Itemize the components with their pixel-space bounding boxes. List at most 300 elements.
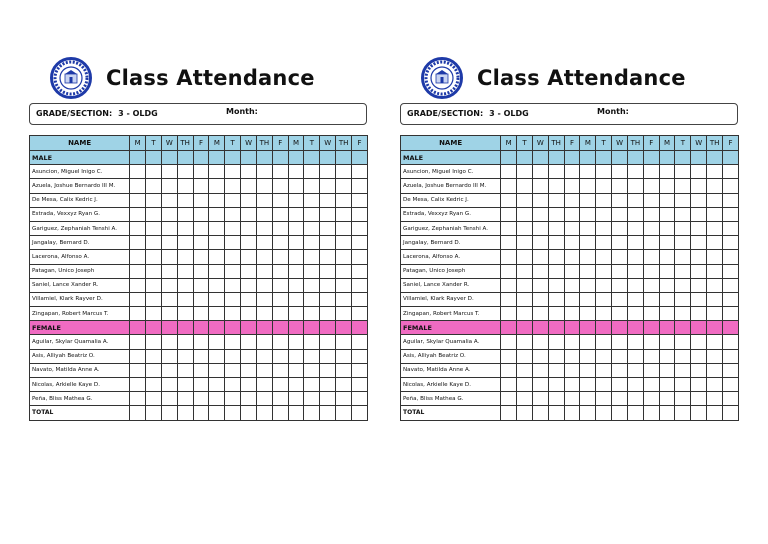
attendance-cell[interactable] bbox=[320, 179, 336, 193]
attendance-cell[interactable] bbox=[612, 193, 628, 207]
attendance-cell[interactable] bbox=[580, 221, 596, 235]
attendance-cell[interactable] bbox=[548, 236, 564, 250]
attendance-cell[interactable] bbox=[675, 264, 691, 278]
total-cell[interactable] bbox=[130, 406, 146, 420]
attendance-cell[interactable] bbox=[352, 179, 368, 193]
attendance-cell[interactable] bbox=[288, 349, 304, 363]
attendance-cell[interactable] bbox=[659, 179, 675, 193]
attendance-cell[interactable] bbox=[564, 349, 580, 363]
attendance-cell[interactable] bbox=[256, 193, 272, 207]
attendance-cell[interactable] bbox=[580, 278, 596, 292]
attendance-cell[interactable] bbox=[177, 165, 193, 179]
attendance-cell[interactable] bbox=[304, 236, 320, 250]
attendance-cell[interactable] bbox=[304, 349, 320, 363]
attendance-cell[interactable] bbox=[304, 363, 320, 377]
attendance-cell[interactable] bbox=[691, 307, 707, 321]
total-cell[interactable] bbox=[659, 406, 675, 420]
attendance-cell[interactable] bbox=[256, 363, 272, 377]
attendance-cell[interactable] bbox=[272, 193, 288, 207]
attendance-cell[interactable] bbox=[643, 179, 659, 193]
attendance-cell[interactable] bbox=[675, 207, 691, 221]
attendance-cell[interactable] bbox=[548, 250, 564, 264]
attendance-cell[interactable] bbox=[723, 292, 739, 306]
attendance-cell[interactable] bbox=[241, 207, 257, 221]
attendance-cell[interactable] bbox=[659, 250, 675, 264]
attendance-cell[interactable] bbox=[288, 292, 304, 306]
attendance-cell[interactable] bbox=[532, 363, 548, 377]
attendance-cell[interactable] bbox=[193, 264, 209, 278]
attendance-cell[interactable] bbox=[627, 165, 643, 179]
attendance-cell[interactable] bbox=[225, 363, 241, 377]
attendance-cell[interactable] bbox=[501, 165, 517, 179]
attendance-cell[interactable] bbox=[209, 392, 225, 406]
attendance-cell[interactable] bbox=[130, 250, 146, 264]
attendance-cell[interactable] bbox=[532, 278, 548, 292]
attendance-cell[interactable] bbox=[177, 378, 193, 392]
attendance-cell[interactable] bbox=[612, 392, 628, 406]
attendance-cell[interactable] bbox=[209, 165, 225, 179]
attendance-cell[interactable] bbox=[130, 264, 146, 278]
attendance-cell[interactable] bbox=[304, 193, 320, 207]
attendance-cell[interactable] bbox=[675, 236, 691, 250]
attendance-cell[interactable] bbox=[272, 179, 288, 193]
attendance-cell[interactable] bbox=[209, 349, 225, 363]
attendance-cell[interactable] bbox=[517, 349, 533, 363]
attendance-cell[interactable] bbox=[225, 250, 241, 264]
attendance-cell[interactable] bbox=[627, 250, 643, 264]
attendance-cell[interactable] bbox=[659, 378, 675, 392]
attendance-cell[interactable] bbox=[596, 250, 612, 264]
attendance-cell[interactable] bbox=[241, 221, 257, 235]
attendance-cell[interactable] bbox=[130, 207, 146, 221]
attendance-cell[interactable] bbox=[272, 292, 288, 306]
attendance-cell[interactable] bbox=[580, 363, 596, 377]
attendance-cell[interactable] bbox=[659, 349, 675, 363]
attendance-cell[interactable] bbox=[288, 250, 304, 264]
attendance-cell[interactable] bbox=[643, 207, 659, 221]
attendance-cell[interactable] bbox=[612, 264, 628, 278]
attendance-cell[interactable] bbox=[336, 335, 352, 349]
attendance-cell[interactable] bbox=[501, 378, 517, 392]
attendance-cell[interactable] bbox=[161, 363, 177, 377]
attendance-cell[interactable] bbox=[177, 207, 193, 221]
attendance-cell[interactable] bbox=[193, 179, 209, 193]
attendance-cell[interactable] bbox=[564, 278, 580, 292]
attendance-cell[interactable] bbox=[177, 278, 193, 292]
attendance-cell[interactable] bbox=[532, 207, 548, 221]
attendance-cell[interactable] bbox=[612, 307, 628, 321]
attendance-cell[interactable] bbox=[241, 278, 257, 292]
attendance-cell[interactable] bbox=[564, 392, 580, 406]
attendance-cell[interactable] bbox=[209, 207, 225, 221]
attendance-cell[interactable] bbox=[707, 349, 723, 363]
attendance-cell[interactable] bbox=[596, 292, 612, 306]
attendance-cell[interactable] bbox=[532, 264, 548, 278]
attendance-cell[interactable] bbox=[209, 221, 225, 235]
attendance-cell[interactable] bbox=[691, 363, 707, 377]
total-cell[interactable] bbox=[177, 406, 193, 420]
attendance-cell[interactable] bbox=[627, 363, 643, 377]
attendance-cell[interactable] bbox=[352, 363, 368, 377]
attendance-cell[interactable] bbox=[548, 349, 564, 363]
attendance-cell[interactable] bbox=[659, 363, 675, 377]
attendance-cell[interactable] bbox=[352, 193, 368, 207]
attendance-cell[interactable] bbox=[501, 207, 517, 221]
attendance-cell[interactable] bbox=[580, 179, 596, 193]
attendance-cell[interactable] bbox=[209, 250, 225, 264]
total-cell[interactable] bbox=[532, 406, 548, 420]
attendance-cell[interactable] bbox=[225, 307, 241, 321]
attendance-cell[interactable] bbox=[225, 292, 241, 306]
attendance-cell[interactable] bbox=[501, 349, 517, 363]
attendance-cell[interactable] bbox=[548, 278, 564, 292]
attendance-cell[interactable] bbox=[352, 221, 368, 235]
attendance-cell[interactable] bbox=[336, 264, 352, 278]
attendance-cell[interactable] bbox=[517, 236, 533, 250]
attendance-cell[interactable] bbox=[288, 179, 304, 193]
attendance-cell[interactable] bbox=[675, 307, 691, 321]
attendance-cell[interactable] bbox=[130, 165, 146, 179]
attendance-cell[interactable] bbox=[256, 349, 272, 363]
attendance-cell[interactable] bbox=[723, 363, 739, 377]
total-cell[interactable] bbox=[256, 406, 272, 420]
attendance-cell[interactable] bbox=[627, 278, 643, 292]
attendance-cell[interactable] bbox=[643, 307, 659, 321]
attendance-cell[interactable] bbox=[193, 250, 209, 264]
attendance-cell[interactable] bbox=[209, 193, 225, 207]
attendance-cell[interactable] bbox=[336, 221, 352, 235]
attendance-cell[interactable] bbox=[320, 193, 336, 207]
attendance-cell[interactable] bbox=[580, 236, 596, 250]
attendance-cell[interactable] bbox=[596, 179, 612, 193]
attendance-cell[interactable] bbox=[675, 165, 691, 179]
attendance-cell[interactable] bbox=[659, 207, 675, 221]
attendance-cell[interactable] bbox=[193, 363, 209, 377]
total-cell[interactable] bbox=[548, 406, 564, 420]
attendance-cell[interactable] bbox=[612, 292, 628, 306]
attendance-cell[interactable] bbox=[193, 292, 209, 306]
attendance-cell[interactable] bbox=[501, 236, 517, 250]
attendance-cell[interactable] bbox=[612, 363, 628, 377]
attendance-cell[interactable] bbox=[256, 378, 272, 392]
attendance-cell[interactable] bbox=[627, 292, 643, 306]
attendance-cell[interactable] bbox=[723, 207, 739, 221]
attendance-cell[interactable] bbox=[675, 335, 691, 349]
attendance-cell[interactable] bbox=[517, 221, 533, 235]
attendance-cell[interactable] bbox=[707, 236, 723, 250]
attendance-cell[interactable] bbox=[612, 221, 628, 235]
attendance-cell[interactable] bbox=[130, 236, 146, 250]
attendance-cell[interactable] bbox=[675, 378, 691, 392]
total-cell[interactable] bbox=[288, 406, 304, 420]
total-cell[interactable] bbox=[580, 406, 596, 420]
attendance-cell[interactable] bbox=[193, 221, 209, 235]
attendance-cell[interactable] bbox=[209, 179, 225, 193]
attendance-cell[interactable] bbox=[304, 179, 320, 193]
attendance-cell[interactable] bbox=[241, 349, 257, 363]
attendance-cell[interactable] bbox=[241, 165, 257, 179]
attendance-cell[interactable] bbox=[288, 335, 304, 349]
attendance-cell[interactable] bbox=[336, 207, 352, 221]
attendance-cell[interactable] bbox=[146, 349, 162, 363]
attendance-cell[interactable] bbox=[501, 335, 517, 349]
attendance-cell[interactable] bbox=[256, 292, 272, 306]
attendance-cell[interactable] bbox=[320, 363, 336, 377]
attendance-cell[interactable] bbox=[336, 392, 352, 406]
attendance-cell[interactable] bbox=[532, 221, 548, 235]
attendance-cell[interactable] bbox=[643, 335, 659, 349]
attendance-cell[interactable] bbox=[193, 207, 209, 221]
attendance-cell[interactable] bbox=[352, 392, 368, 406]
attendance-cell[interactable] bbox=[241, 179, 257, 193]
attendance-cell[interactable] bbox=[596, 349, 612, 363]
attendance-cell[interactable] bbox=[130, 221, 146, 235]
attendance-cell[interactable] bbox=[532, 179, 548, 193]
attendance-cell[interactable] bbox=[130, 307, 146, 321]
attendance-cell[interactable] bbox=[596, 363, 612, 377]
attendance-cell[interactable] bbox=[643, 292, 659, 306]
attendance-cell[interactable] bbox=[161, 349, 177, 363]
attendance-cell[interactable] bbox=[532, 193, 548, 207]
attendance-cell[interactable] bbox=[691, 193, 707, 207]
total-cell[interactable] bbox=[627, 406, 643, 420]
attendance-cell[interactable] bbox=[501, 264, 517, 278]
attendance-cell[interactable] bbox=[336, 236, 352, 250]
attendance-cell[interactable] bbox=[272, 378, 288, 392]
attendance-cell[interactable] bbox=[177, 363, 193, 377]
attendance-cell[interactable] bbox=[596, 165, 612, 179]
attendance-cell[interactable] bbox=[177, 392, 193, 406]
attendance-cell[interactable] bbox=[723, 264, 739, 278]
attendance-cell[interactable] bbox=[596, 278, 612, 292]
attendance-cell[interactable] bbox=[146, 221, 162, 235]
attendance-cell[interactable] bbox=[659, 221, 675, 235]
attendance-cell[interactable] bbox=[193, 335, 209, 349]
attendance-cell[interactable] bbox=[564, 207, 580, 221]
attendance-cell[interactable] bbox=[517, 278, 533, 292]
attendance-cell[interactable] bbox=[517, 165, 533, 179]
total-cell[interactable] bbox=[564, 406, 580, 420]
attendance-cell[interactable] bbox=[288, 363, 304, 377]
attendance-cell[interactable] bbox=[146, 264, 162, 278]
attendance-cell[interactable] bbox=[627, 236, 643, 250]
attendance-cell[interactable] bbox=[130, 292, 146, 306]
attendance-cell[interactable] bbox=[580, 378, 596, 392]
attendance-cell[interactable] bbox=[612, 378, 628, 392]
attendance-cell[interactable] bbox=[225, 278, 241, 292]
attendance-cell[interactable] bbox=[225, 179, 241, 193]
attendance-cell[interactable] bbox=[501, 179, 517, 193]
attendance-cell[interactable] bbox=[691, 378, 707, 392]
attendance-cell[interactable] bbox=[161, 250, 177, 264]
attendance-cell[interactable] bbox=[225, 165, 241, 179]
attendance-cell[interactable] bbox=[304, 250, 320, 264]
attendance-cell[interactable] bbox=[352, 207, 368, 221]
attendance-cell[interactable] bbox=[256, 236, 272, 250]
attendance-cell[interactable] bbox=[256, 250, 272, 264]
attendance-cell[interactable] bbox=[707, 392, 723, 406]
attendance-cell[interactable] bbox=[161, 236, 177, 250]
attendance-cell[interactable] bbox=[161, 193, 177, 207]
attendance-cell[interactable] bbox=[241, 193, 257, 207]
attendance-cell[interactable] bbox=[320, 392, 336, 406]
attendance-cell[interactable] bbox=[241, 292, 257, 306]
attendance-cell[interactable] bbox=[580, 292, 596, 306]
total-cell[interactable] bbox=[320, 406, 336, 420]
attendance-cell[interactable] bbox=[336, 165, 352, 179]
total-cell[interactable] bbox=[336, 406, 352, 420]
attendance-cell[interactable] bbox=[209, 307, 225, 321]
total-cell[interactable] bbox=[643, 406, 659, 420]
attendance-cell[interactable] bbox=[580, 307, 596, 321]
attendance-cell[interactable] bbox=[225, 378, 241, 392]
attendance-cell[interactable] bbox=[612, 250, 628, 264]
attendance-cell[interactable] bbox=[225, 207, 241, 221]
total-cell[interactable] bbox=[517, 406, 533, 420]
attendance-cell[interactable] bbox=[707, 250, 723, 264]
attendance-cell[interactable] bbox=[691, 278, 707, 292]
attendance-cell[interactable] bbox=[177, 193, 193, 207]
attendance-cell[interactable] bbox=[564, 221, 580, 235]
total-cell[interactable] bbox=[612, 406, 628, 420]
attendance-cell[interactable] bbox=[352, 335, 368, 349]
attendance-cell[interactable] bbox=[288, 264, 304, 278]
attendance-cell[interactable] bbox=[352, 165, 368, 179]
attendance-cell[interactable] bbox=[288, 378, 304, 392]
attendance-cell[interactable] bbox=[161, 292, 177, 306]
attendance-cell[interactable] bbox=[659, 278, 675, 292]
attendance-cell[interactable] bbox=[548, 392, 564, 406]
attendance-cell[interactable] bbox=[146, 363, 162, 377]
attendance-cell[interactable] bbox=[241, 335, 257, 349]
attendance-cell[interactable] bbox=[272, 165, 288, 179]
attendance-cell[interactable] bbox=[659, 392, 675, 406]
total-cell[interactable] bbox=[304, 406, 320, 420]
attendance-cell[interactable] bbox=[691, 349, 707, 363]
attendance-cell[interactable] bbox=[320, 335, 336, 349]
attendance-cell[interactable] bbox=[643, 193, 659, 207]
attendance-cell[interactable] bbox=[707, 335, 723, 349]
attendance-cell[interactable] bbox=[501, 392, 517, 406]
attendance-cell[interactable] bbox=[146, 165, 162, 179]
attendance-cell[interactable] bbox=[256, 392, 272, 406]
attendance-cell[interactable] bbox=[352, 307, 368, 321]
attendance-cell[interactable] bbox=[320, 264, 336, 278]
attendance-cell[interactable] bbox=[564, 378, 580, 392]
attendance-cell[interactable] bbox=[548, 335, 564, 349]
total-cell[interactable] bbox=[352, 406, 368, 420]
attendance-cell[interactable] bbox=[304, 335, 320, 349]
attendance-cell[interactable] bbox=[723, 193, 739, 207]
attendance-cell[interactable] bbox=[304, 278, 320, 292]
attendance-cell[interactable] bbox=[161, 307, 177, 321]
attendance-cell[interactable] bbox=[320, 250, 336, 264]
attendance-cell[interactable] bbox=[146, 193, 162, 207]
attendance-cell[interactable] bbox=[723, 307, 739, 321]
attendance-cell[interactable] bbox=[336, 250, 352, 264]
attendance-cell[interactable] bbox=[256, 278, 272, 292]
attendance-cell[interactable] bbox=[161, 207, 177, 221]
attendance-cell[interactable] bbox=[723, 349, 739, 363]
attendance-cell[interactable] bbox=[675, 179, 691, 193]
attendance-cell[interactable] bbox=[723, 236, 739, 250]
attendance-cell[interactable] bbox=[501, 221, 517, 235]
attendance-cell[interactable] bbox=[564, 264, 580, 278]
attendance-cell[interactable] bbox=[627, 179, 643, 193]
attendance-cell[interactable] bbox=[691, 292, 707, 306]
attendance-cell[interactable] bbox=[723, 165, 739, 179]
attendance-cell[interactable] bbox=[564, 179, 580, 193]
attendance-cell[interactable] bbox=[193, 193, 209, 207]
total-cell[interactable] bbox=[209, 406, 225, 420]
attendance-cell[interactable] bbox=[532, 165, 548, 179]
attendance-cell[interactable] bbox=[596, 236, 612, 250]
attendance-cell[interactable] bbox=[691, 392, 707, 406]
attendance-cell[interactable] bbox=[352, 250, 368, 264]
attendance-cell[interactable] bbox=[612, 236, 628, 250]
attendance-cell[interactable] bbox=[320, 207, 336, 221]
attendance-cell[interactable] bbox=[643, 165, 659, 179]
attendance-cell[interactable] bbox=[241, 392, 257, 406]
attendance-cell[interactable] bbox=[304, 264, 320, 278]
attendance-cell[interactable] bbox=[580, 264, 596, 278]
attendance-cell[interactable] bbox=[320, 278, 336, 292]
attendance-cell[interactable] bbox=[130, 392, 146, 406]
attendance-cell[interactable] bbox=[532, 335, 548, 349]
attendance-cell[interactable] bbox=[580, 335, 596, 349]
attendance-cell[interactable] bbox=[288, 307, 304, 321]
attendance-cell[interactable] bbox=[517, 250, 533, 264]
attendance-cell[interactable] bbox=[643, 236, 659, 250]
attendance-cell[interactable] bbox=[352, 378, 368, 392]
attendance-cell[interactable] bbox=[596, 378, 612, 392]
attendance-cell[interactable] bbox=[659, 236, 675, 250]
attendance-cell[interactable] bbox=[225, 392, 241, 406]
attendance-cell[interactable] bbox=[548, 207, 564, 221]
attendance-cell[interactable] bbox=[193, 349, 209, 363]
attendance-cell[interactable] bbox=[612, 207, 628, 221]
attendance-cell[interactable] bbox=[707, 363, 723, 377]
attendance-cell[interactable] bbox=[707, 207, 723, 221]
attendance-cell[interactable] bbox=[272, 335, 288, 349]
total-cell[interactable] bbox=[225, 406, 241, 420]
attendance-cell[interactable] bbox=[256, 179, 272, 193]
attendance-cell[interactable] bbox=[146, 392, 162, 406]
attendance-cell[interactable] bbox=[209, 363, 225, 377]
attendance-cell[interactable] bbox=[336, 378, 352, 392]
attendance-cell[interactable] bbox=[336, 363, 352, 377]
attendance-cell[interactable] bbox=[723, 250, 739, 264]
attendance-cell[interactable] bbox=[352, 278, 368, 292]
attendance-cell[interactable] bbox=[548, 264, 564, 278]
attendance-cell[interactable] bbox=[612, 165, 628, 179]
attendance-cell[interactable] bbox=[627, 335, 643, 349]
attendance-cell[interactable] bbox=[532, 292, 548, 306]
attendance-cell[interactable] bbox=[256, 221, 272, 235]
attendance-cell[interactable] bbox=[596, 335, 612, 349]
attendance-cell[interactable] bbox=[643, 378, 659, 392]
attendance-cell[interactable] bbox=[272, 250, 288, 264]
attendance-cell[interactable] bbox=[627, 221, 643, 235]
attendance-cell[interactable] bbox=[723, 378, 739, 392]
attendance-cell[interactable] bbox=[272, 307, 288, 321]
attendance-cell[interactable] bbox=[177, 236, 193, 250]
attendance-cell[interactable] bbox=[130, 179, 146, 193]
attendance-cell[interactable] bbox=[272, 236, 288, 250]
attendance-cell[interactable] bbox=[532, 378, 548, 392]
attendance-cell[interactable] bbox=[596, 307, 612, 321]
attendance-cell[interactable] bbox=[146, 250, 162, 264]
